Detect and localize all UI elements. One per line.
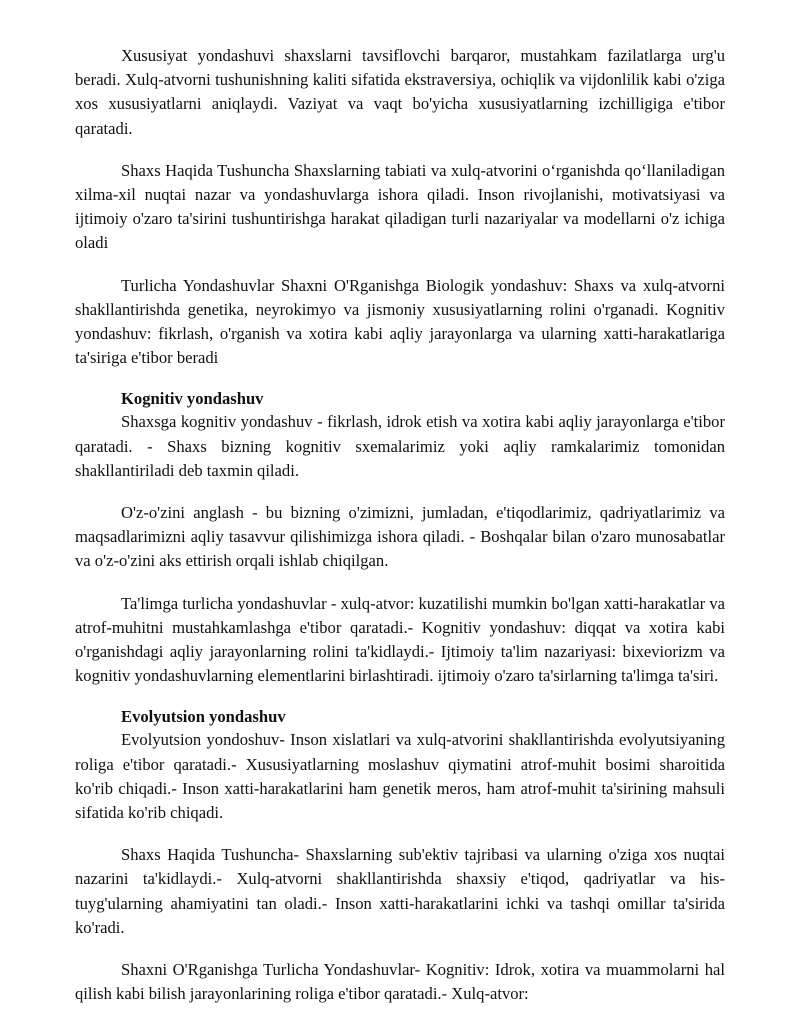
paragraph-cognitive-approach: Shaxsga kognitiv yondashuv - fikrlash, idrok etish va xotira kabi aqliy jarayonlarga e'tibor qaratadi. - Shaxs bizning kognitiv sxemalarimiz yoki aqliy ramkalarimiz tomonidan shakllantiriladi deb taxmin qiladi. <box>75 412 725 480</box>
paragraph-evolutionary-approach: Evolyutsion yondoshuv- Inson xislatlari va xulq-atvorini shakllantirishda evolyutsiyaning roliga e'tibor qaratadi.- Xususiyatlarning moslashuv qiymatini atrof-muhit bosimi sharoitida ko'rib chiqadi.- Inson xatti-harakatlarini ham genetik meros, ham atrof-muhit ta'sirining mahsuli sifatida ko'rib chiqadi. <box>75 730 725 823</box>
paragraph-learning-approaches: Ta'limga turlicha yondashuvlar - xulq-atvor: kuzatilishi mumkin bo'lgan xatti-harakatlar va atrof-muhitni mustahkamlashga e'tibor qaratadi.- Kognitiv yondashuv: diqqat va xotira kabi o'rganishdagi aqliy jarayonlarning rolini ta'kidlaydi.- Ijtimoiy ta'lim nazariyasi: bixeviorizm va kognitiv yondashuvlarning elementlarini birlashtiradi. ijtimoiy o'zaro ta'sirlarning ta'limga ta'siri. <box>75 593 725 686</box>
paragraph-self-awareness: O'z-o'zini anglash - bu bizning o'zimizni, jumladan, e'tiqodlarimiz, qadriyatlarimiz va maqsadlarimizni aqliy tasavvur qilishimizga ishora qiladi. - Boshqalar bilan o'zaro munosabatlar va o'z-o'zini aks ettirish orqali ishlab chiqilgan. <box>75 503 725 571</box>
paragraph-study-approaches: Shaxni O'Rganishga Turlicha Yondashuvlar- Kognitiv: Idrok, xotira va muammolarni hal qilish kabi bilish jarayonlarining roliga e'tibor qaratadi.- Xulq-atvor: <box>75 960 725 1004</box>
heading-evolutionary-approach: Evolyutsion yondashuv <box>121 707 286 727</box>
paragraph-personality-concept: Shaxs Haqida Tushuncha Shaxslarning tabiati va xulq-atvorini o‘rganishda qo‘llaniladigan xilma-xil nuqtai nazar va yondashuvlarga ishora qiladi. Inson rivojlanishi, motivatsiyasi va ijtimoiy o'zaro ta'sirini tushuntirishga harakat qiladigan turli nazariyalar va modellarni o'z ichiga oladi <box>75 160 725 253</box>
paragraph-trait-approach: Xususiyat yondashuvi shaxslarni tavsiflovchi barqaror, mustahkam fazilatlarga urg'u beradi. Xulq-atvorni tushunishning kaliti sifatida ekstraversiya, ochiqlik va vijdonlilik kabi o'ziga xos xususiyatlarni aniqlaydi. Vaziyat va vaqt bo'yicha xususiyatlarning izchilligiga e'tibor qaratadi. <box>75 46 725 138</box>
paragraph-different-approaches: Turlicha Yondashuvlar Shaxni O'Rganishga Biologik yondashuv: Shaxs va xulq-atvorni shakllantirishda genetika, neyrokimyo va jismoniy xususiyatlarning rolini o'rganadi. Kognitiv yondashuv: fikrlash, o'rganish va xotira kabi aqliy jarayonlarga va ularning xatti-harakatlariga ta'siriga e'tibor beradi <box>75 275 725 368</box>
heading-cognitive-approach: Kognitiv yondashuv <box>121 389 264 409</box>
paragraph-personality-concept-2: Shaxs Haqida Tushuncha- Shaxslarning sub'ektiv tajribasi va ularning o'ziga xos nuqtai nazarini ta'kidlaydi.- Xulq-atvorni shakllantirishda shaxsiy e'tiqod, qadriyatlar va his-tuyg'ularning ahamiyatini tan oladi.- Inson xatti-harakatlarini ichki va tashqi omillar ta'sirida ko'radi. <box>75 845 725 937</box>
